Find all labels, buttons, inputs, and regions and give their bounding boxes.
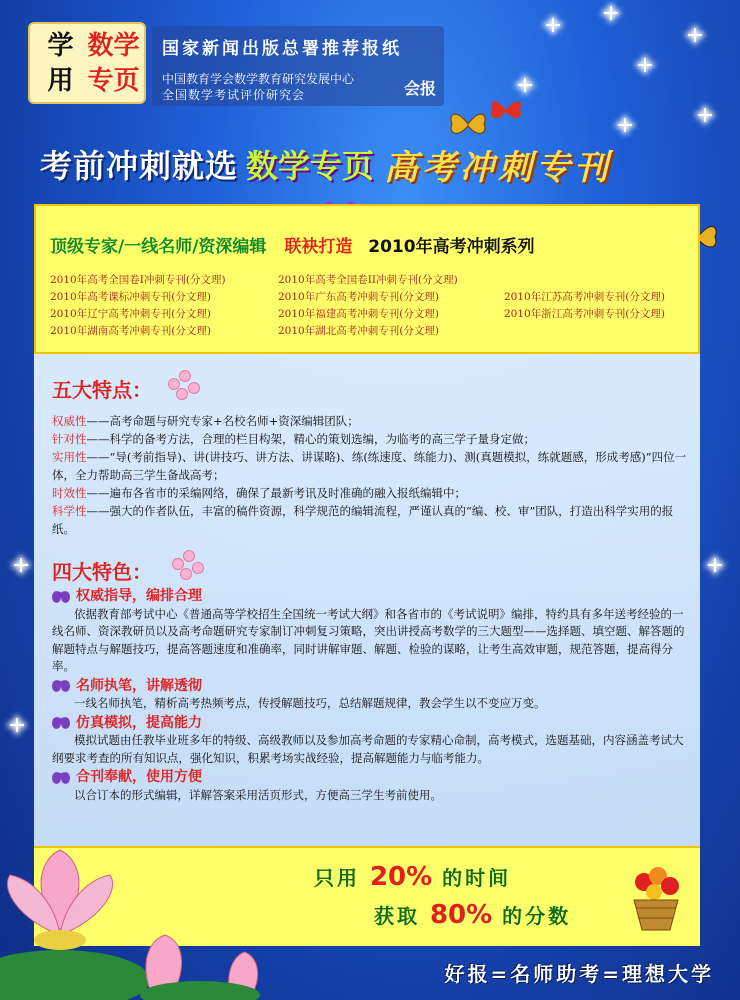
series-item: 2010年浙江高考冲刺专刊(分文理) xyxy=(504,308,665,320)
plum-blossom-icon xyxy=(168,368,202,402)
tese-body: 模拟试题由任教毕业班多年的特级、高级教师以及参加高考命题的专家精心命制，高考模式，选题基础，内容涵盖考试大纲要求考查的所有知识点，强化知识，积累考场实战经验，提高解题能力与临考能力。 xyxy=(52,733,684,765)
agency-recommendation: 国家新闻出版总署推荐报纸 xyxy=(162,39,402,59)
tese-list xyxy=(52,586,692,804)
sparkle-icon xyxy=(710,560,720,570)
feature-key: 科学性 xyxy=(52,504,87,518)
sparkle-icon xyxy=(640,60,650,70)
tagline-joint: 联袂打造 xyxy=(284,237,353,257)
feature-item xyxy=(52,484,692,502)
features-title: 五大特点： xyxy=(52,378,152,402)
slogan-percent: 80% xyxy=(429,900,493,930)
tagline-series: 2010年高考冲刺系列 xyxy=(368,237,535,257)
feature-key: 权威性 xyxy=(52,414,87,428)
brand-char-4: 专页 xyxy=(87,65,140,96)
agency-jointly: 会报 xyxy=(403,79,436,98)
sparkle-icon xyxy=(620,120,630,130)
tese-heading-text: 合刊奉献，使用方便 xyxy=(76,769,202,785)
agency-org-2: 全国数学考试评价研究会 xyxy=(162,88,306,102)
feature-item xyxy=(52,448,692,484)
slogan-text: 的时间 xyxy=(442,866,512,890)
plum-blossom-icon xyxy=(172,548,206,582)
butterfly-icon xyxy=(488,96,524,124)
content-panel xyxy=(34,354,700,846)
lotus-icon xyxy=(0,790,300,1000)
tese-heading-text: 权威指导，编排合理 xyxy=(76,588,202,604)
slogan-percent: 20% xyxy=(369,862,433,892)
slogan-text: 获取 xyxy=(374,904,420,928)
feature-text: ——遍布各省市的采编网络，确保了最新考讯及时准确的融入报纸编辑中； xyxy=(86,486,466,500)
headline-part-3: 高考冲刺专刊 xyxy=(384,147,613,188)
tese-heading-text: 仿真模拟，提高能力 xyxy=(76,714,202,731)
tese-heading xyxy=(52,715,692,733)
brand-char-2: 数学 xyxy=(87,30,140,61)
sparkle-icon xyxy=(700,110,710,120)
feature-key: 时效性 xyxy=(52,486,87,500)
headline xyxy=(40,136,730,192)
slogan-line-2 xyxy=(374,900,571,930)
butterfly-icon xyxy=(52,591,70,603)
tese-title: 四大特色： xyxy=(52,560,152,584)
agency-org-1: 中国教育学会数学教育研究发展中心 xyxy=(162,72,355,86)
feature-key: 针对性 xyxy=(52,432,87,446)
feature-text: ——“导(考前指导)、讲(讲技巧、讲方法、讲谋略)、练(练速度、练能力)、测(真题模拟，练就题感，形成考感)”四位一体，全力帮助高三学生备战高考； xyxy=(52,450,687,482)
features-list xyxy=(52,412,692,538)
sparkle-icon xyxy=(520,80,530,90)
headline-part-2: 数学专页 xyxy=(246,147,375,185)
series-item xyxy=(504,272,700,287)
butterfly-icon xyxy=(52,717,70,729)
sparkle-icon xyxy=(606,8,616,18)
sparkle-icon xyxy=(16,560,26,570)
feature-item xyxy=(52,502,692,538)
brand-char-3: 用 xyxy=(47,65,74,96)
series-item: 2010年广东高考冲刺专刊(分文理) xyxy=(278,291,439,303)
sparkle-icon xyxy=(12,720,22,730)
series-item: 2010年高考全国卷I冲刺专刊(分文理) xyxy=(50,274,226,286)
tese-body: 依据教育部考试中心《普通高等学校招生全国统一考试大纲》和各省市的《考试说明》编排，特约具有多年送考经验的一线名师、资深教研员以及高考命题研究专家制订冲刺复习策略，突出讲授高考数学的三大题型——选择题、填空题、解答题的解题特点与解题技巧，提高答题速度和准确率，同时讲解审题、解题、检验的谋略，让考生高效审题，规范答题，提高得分率。 xyxy=(52,606,685,673)
slogan-line-1 xyxy=(314,862,511,892)
agency-banner xyxy=(152,26,444,106)
flower-basket-icon xyxy=(626,862,686,936)
headline-part-1: 考前冲刺就选 xyxy=(40,147,239,185)
series-item: 2010年湖北高考冲刺专刊(分文理) xyxy=(278,325,439,337)
sparkle-icon xyxy=(690,30,700,40)
feature-item xyxy=(52,430,692,448)
series-list xyxy=(50,272,700,338)
butterfly-icon xyxy=(52,680,70,692)
feature-text: ——科学的备考方法，合理的栏目构架，精心的策划选编，为临考的高三学子量身定做； xyxy=(86,432,535,446)
feature-text: ——高考命题与研究专家+名校名师+资深编辑团队； xyxy=(86,414,359,428)
series-item: 2010年江苏高考冲刺专刊(分文理) xyxy=(504,291,665,303)
slogan-text: 只用 xyxy=(314,866,360,890)
butterfly-icon xyxy=(52,772,70,784)
tese-heading xyxy=(52,678,692,696)
series-item: 2010年湖南高考冲刺专刊(分文理) xyxy=(50,325,211,337)
brand-char-1: 学 xyxy=(47,30,74,61)
sparkle-icon xyxy=(548,20,558,30)
feature-key: 实用性 xyxy=(52,450,87,464)
series-panel xyxy=(34,204,700,354)
slogan-text: 的分数 xyxy=(502,904,572,928)
tese-body: 一线名师执笔，精析高考热频考点，传授解题技巧，总结解题规律，教会学生以不变应万变。 xyxy=(74,696,546,710)
tese-heading xyxy=(52,769,692,787)
tagline-experts: 顶级专家/一线名师/资深编辑 xyxy=(50,237,267,257)
feature-item xyxy=(52,412,692,430)
series-item xyxy=(504,323,700,338)
series-item: 2010年高考课标冲刺专刊(分文理) xyxy=(50,291,211,303)
series-item: 2010年福建高考冲刺专刊(分文理) xyxy=(278,308,439,320)
feature-text: ——强大的作者队伍，丰富的稿件资源，科学规范的编辑流程，严谨认真的“编、校、审”团队，打造出科学实用的报纸。 xyxy=(52,504,674,536)
tese-heading xyxy=(52,588,692,606)
footer-slogan: 好报=名师助考=理想大学 xyxy=(444,962,714,986)
tese-body: 以合订本的形式编辑，详解答案采用活页形式，方便高三学生考前使用。 xyxy=(74,787,442,802)
tese-heading-text: 名师执笔，讲解透彻 xyxy=(76,677,202,694)
brand-logo xyxy=(28,22,146,104)
series-item: 2010年高考全国卷II冲刺专刊(分文理) xyxy=(278,274,458,286)
series-item: 2010年辽宁高考冲刺专刊(分文理) xyxy=(50,308,211,320)
tagline xyxy=(50,232,535,257)
